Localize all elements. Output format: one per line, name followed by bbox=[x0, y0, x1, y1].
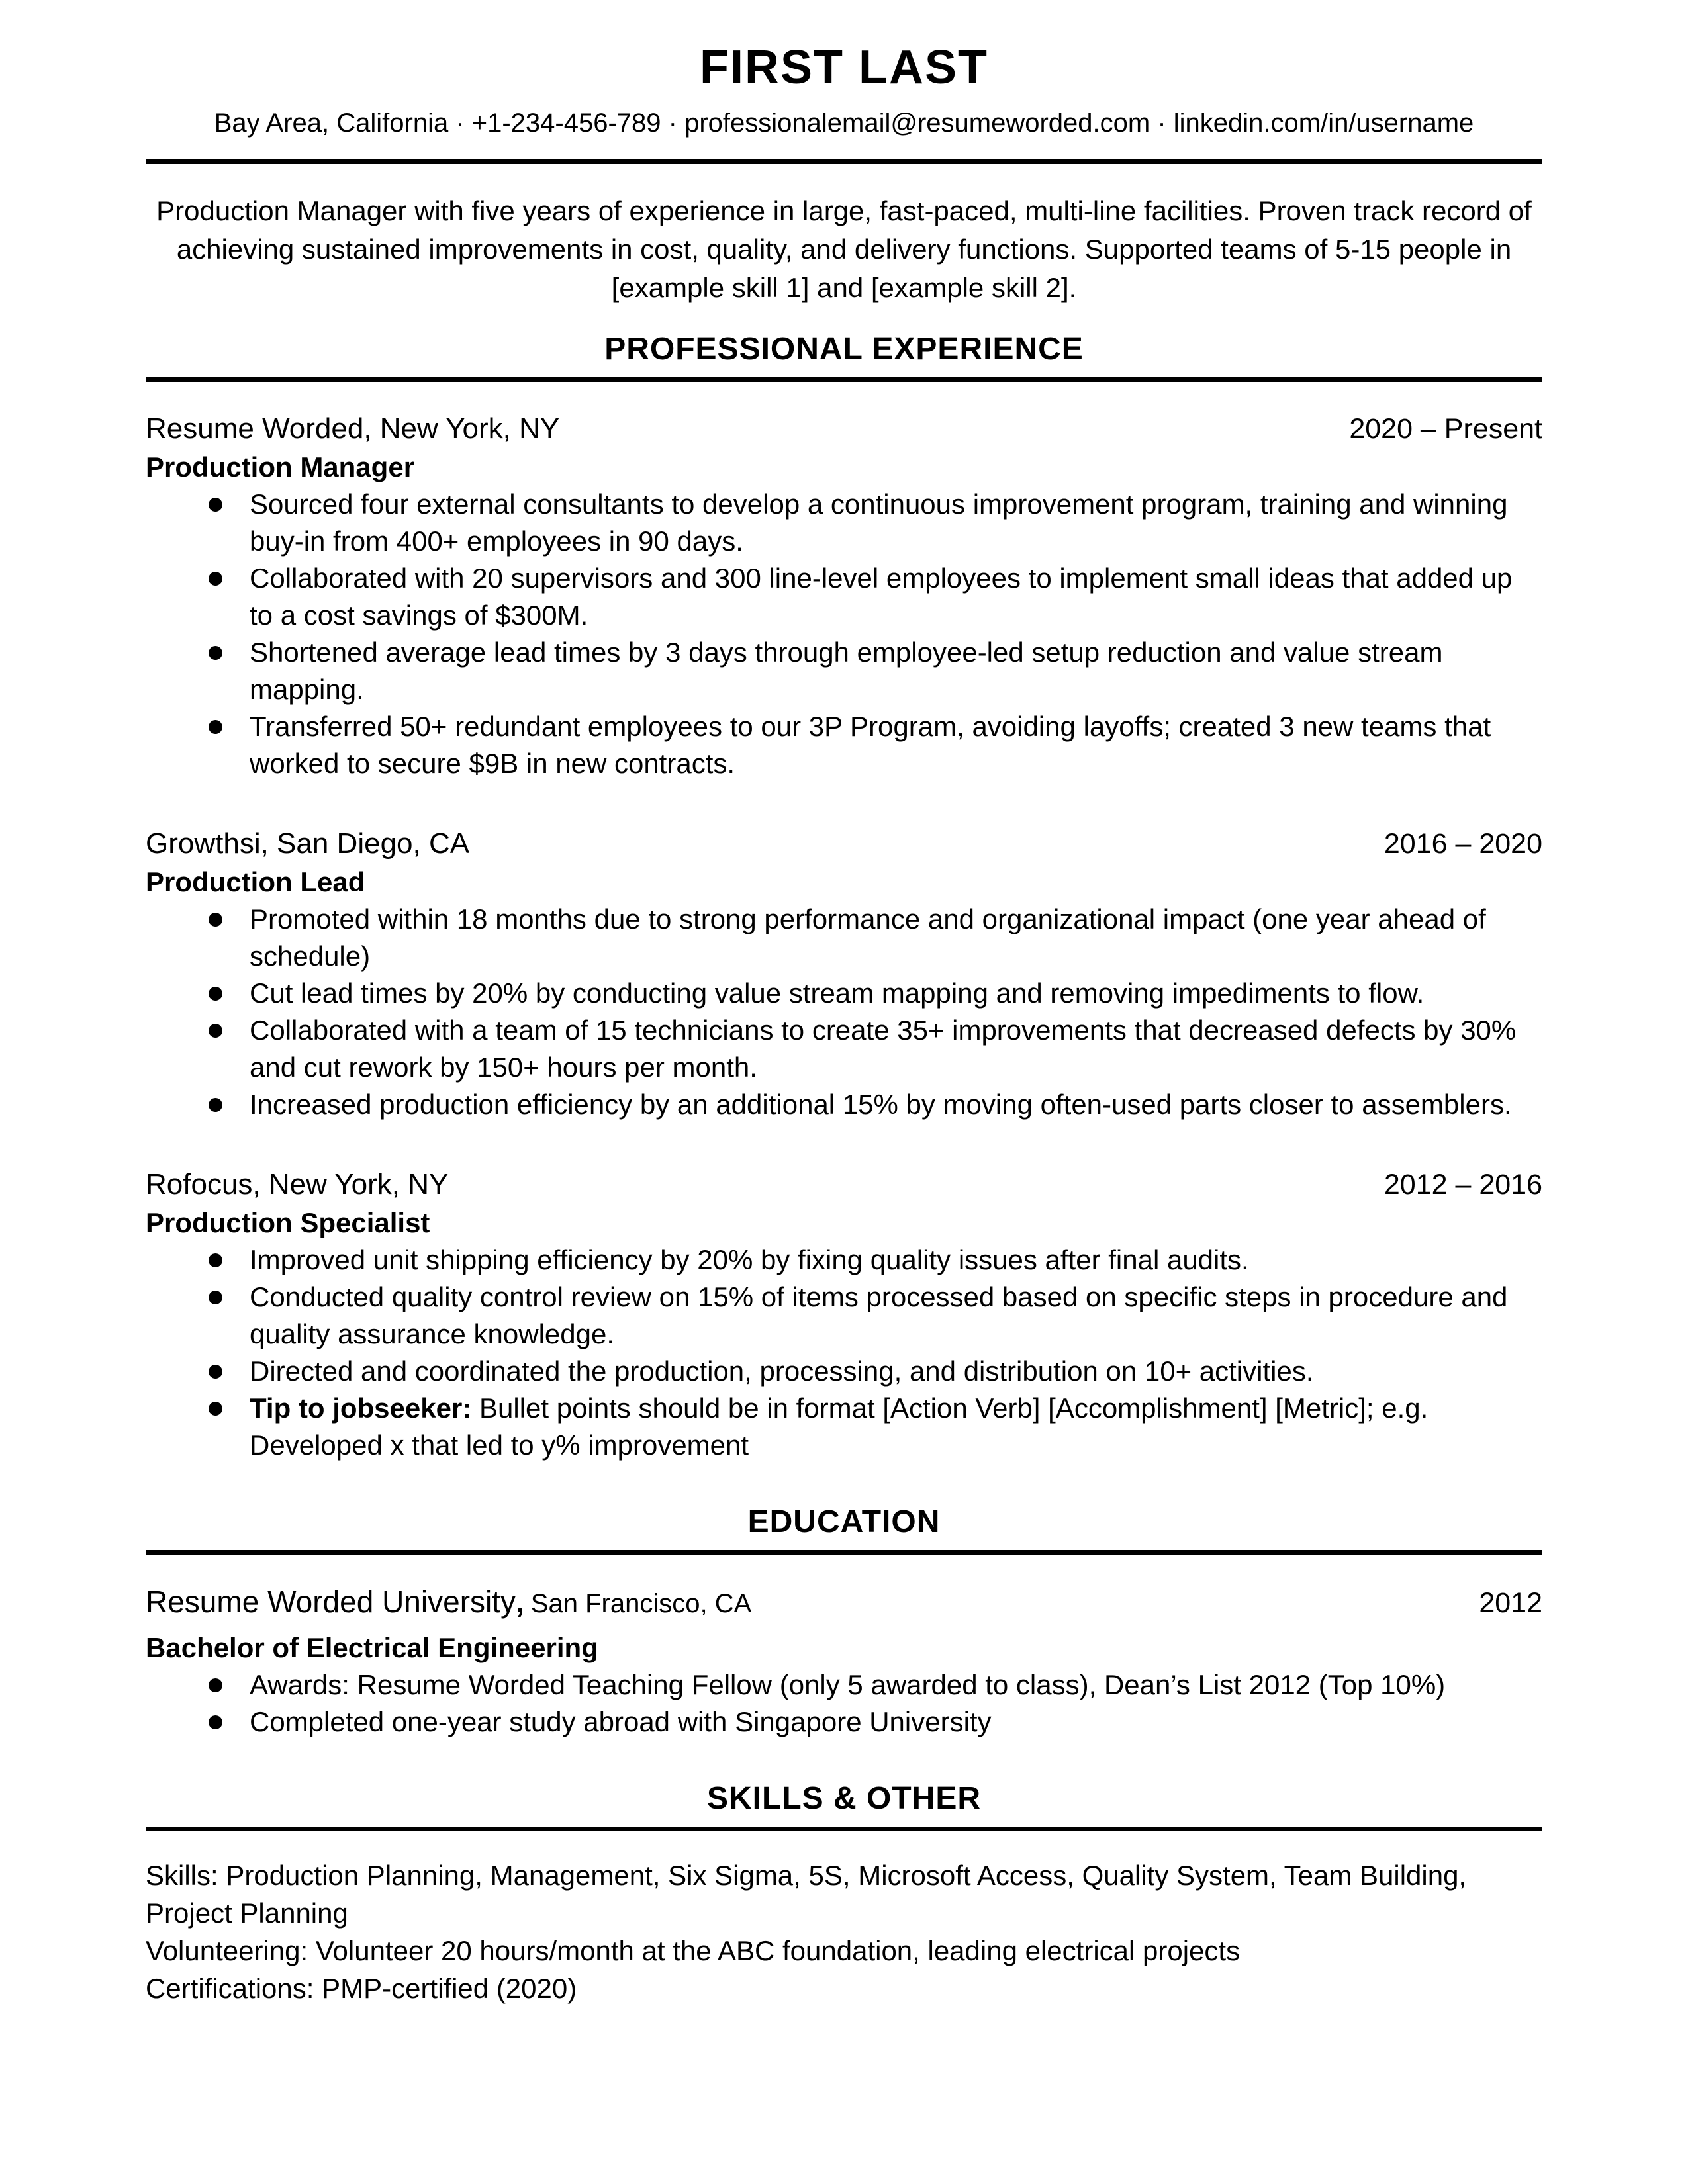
job-dates: 2012 – 2016 bbox=[1383, 1169, 1542, 1201]
education-dates: 2012 bbox=[1479, 1587, 1542, 1619]
job-title: Production Lead bbox=[146, 866, 365, 897]
volunteering-line: Volunteering: Volunteer 20 hours/month at the ABC foundation, leading electrical projects bbox=[146, 1935, 1241, 1966]
bullet-text: Promoted within 18 months due to strong performance and organizational impact (one year ahead of schedule) bbox=[250, 903, 1486, 972]
bullet-item bbox=[146, 975, 1542, 1012]
education-divider bbox=[146, 1550, 1542, 1555]
section-experience bbox=[146, 330, 1542, 1464]
bullet-text: Bullet points should be in format [Action Verb] [Accomplishment] [Metric]; e.g. Developed x that led to y% improvement bbox=[250, 1392, 1429, 1461]
job-dates: 2020 – Present bbox=[1349, 413, 1542, 445]
job-header bbox=[146, 410, 1542, 448]
school-line bbox=[146, 1582, 751, 1629]
job-bullet-list bbox=[146, 486, 1542, 782]
school-location: San Francisco, CA bbox=[530, 1589, 752, 1618]
job-entry-rofocus bbox=[146, 1165, 1542, 1464]
experience-divider bbox=[146, 377, 1542, 382]
skills-content bbox=[146, 1856, 1542, 2007]
school-separator: , bbox=[516, 1584, 524, 1619]
bullet-item bbox=[146, 1279, 1542, 1353]
skills-divider bbox=[146, 1827, 1542, 1831]
job-title: Production Specialist bbox=[146, 1207, 430, 1238]
bullet-text: Shortened average lead times by 3 days through employee-led setup reduction and value stream mapping. bbox=[250, 637, 1443, 705]
summary-paragraph: Production Manager with five years of experience in large, fast-paced, multi-line facilities. Proven track record of achieving sustained improvements in cost, quality, and delivery functions. Supported teams of 5-15 people in [example skill 1] and [example skill 2]. bbox=[156, 195, 1532, 303]
company-name: Resume Worded, New York, NY bbox=[146, 412, 560, 445]
bullet-text: Collaborated with a team of 15 technicians to create 35+ improvements that decreased defects by 30% and cut rework by 150+ hours per month. bbox=[250, 1015, 1517, 1083]
job-entry-resume-worded bbox=[146, 410, 1542, 782]
bullet-text: Sourced four external consultants to develop a continuous improvement program, training and winning buy-in from 400+ employees in 90 days. bbox=[250, 488, 1508, 557]
education-section-title: EDUCATION bbox=[747, 1504, 941, 1539]
bullet-text: Collaborated with 20 supervisors and 300 line-level employees to implement small ideas that added up to a cost savings of $300M. bbox=[250, 563, 1513, 631]
education-header bbox=[146, 1582, 1542, 1629]
skills-line: Skills: Production Planning, Management, Six Sigma, 5S, Microsoft Access, Quality System, Team Building, Project Planning bbox=[146, 1860, 1467, 1929]
bullet-text: Awards: Resume Worded Teaching Fellow (only 5 awarded to class), Dean’s List 2012 (Top 10%) bbox=[250, 1669, 1446, 1700]
job-bullet-list bbox=[146, 901, 1542, 1123]
school-name: Resume Worded University bbox=[146, 1584, 516, 1619]
bullet-item bbox=[146, 708, 1542, 782]
bullet-text: Directed and coordinated the production, processing, and distribution on 10+ activities. bbox=[250, 1355, 1314, 1387]
job-header bbox=[146, 825, 1542, 863]
job-bullet-list bbox=[146, 1242, 1542, 1464]
education-bullet bbox=[146, 1666, 1542, 1704]
bullet-text: Increased production efficiency by an additional 15% by moving often-used parts closer to assemblers. bbox=[250, 1089, 1512, 1120]
bullet-item-tip bbox=[146, 1390, 1542, 1464]
bullet-item bbox=[146, 1353, 1542, 1390]
bullet-text: Cut lead times by 20% by conducting value stream mapping and removing impediments to flow. bbox=[250, 978, 1425, 1009]
bullet-lead: Tip to jobseeker: bbox=[250, 1392, 479, 1424]
section-education bbox=[146, 1502, 1542, 1741]
contact-line: Bay Area, California · +1-234-456-789 · professionalemail@resumeworded.com · linkedin.com/in/username bbox=[214, 109, 1474, 138]
experience-section-title: PROFESSIONAL EXPERIENCE bbox=[604, 332, 1084, 367]
company-name: Rofocus, New York, NY bbox=[146, 1168, 449, 1201]
header-divider bbox=[146, 159, 1542, 164]
skills-section-title: SKILLS & OTHER bbox=[706, 1781, 981, 1816]
job-entry-growthsi bbox=[146, 825, 1542, 1123]
bullet-text: Conducted quality control review on 15% of items processed based on specific steps in procedure and quality assurance knowledge. bbox=[250, 1281, 1508, 1349]
bullet-item bbox=[146, 1242, 1542, 1279]
bullet-text: Improved unit shipping efficiency by 20% by fixing quality issues after final audits. bbox=[250, 1244, 1249, 1275]
job-title: Production Manager bbox=[146, 451, 415, 482]
education-bullet bbox=[146, 1704, 1542, 1741]
bullet-item bbox=[146, 560, 1542, 634]
company-name: Growthsi, San Diego, CA bbox=[146, 827, 470, 860]
bullet-item bbox=[146, 634, 1542, 708]
bullet-text: Transferred 50+ redundant employees to our 3P Program, avoiding layoffs; created 3 new teams that worked to secure $9B in new contracts. bbox=[250, 711, 1491, 779]
bullet-item bbox=[146, 1012, 1542, 1086]
job-header bbox=[146, 1165, 1542, 1204]
bullet-text: Completed one-year study abroad with Singapore University bbox=[250, 1706, 992, 1737]
job-dates: 2016 – 2020 bbox=[1383, 828, 1542, 860]
bullet-item bbox=[146, 901, 1542, 975]
certifications-line: Certifications: PMP-certified (2020) bbox=[146, 1973, 577, 2004]
degree-title: Bachelor of Electrical Engineering bbox=[146, 1632, 598, 1663]
bullet-item bbox=[146, 486, 1542, 560]
education-bullet-list bbox=[146, 1666, 1542, 1741]
bullet-item bbox=[146, 1086, 1542, 1123]
section-skills bbox=[146, 1779, 1542, 2007]
person-name: FIRST LAST bbox=[700, 41, 988, 94]
